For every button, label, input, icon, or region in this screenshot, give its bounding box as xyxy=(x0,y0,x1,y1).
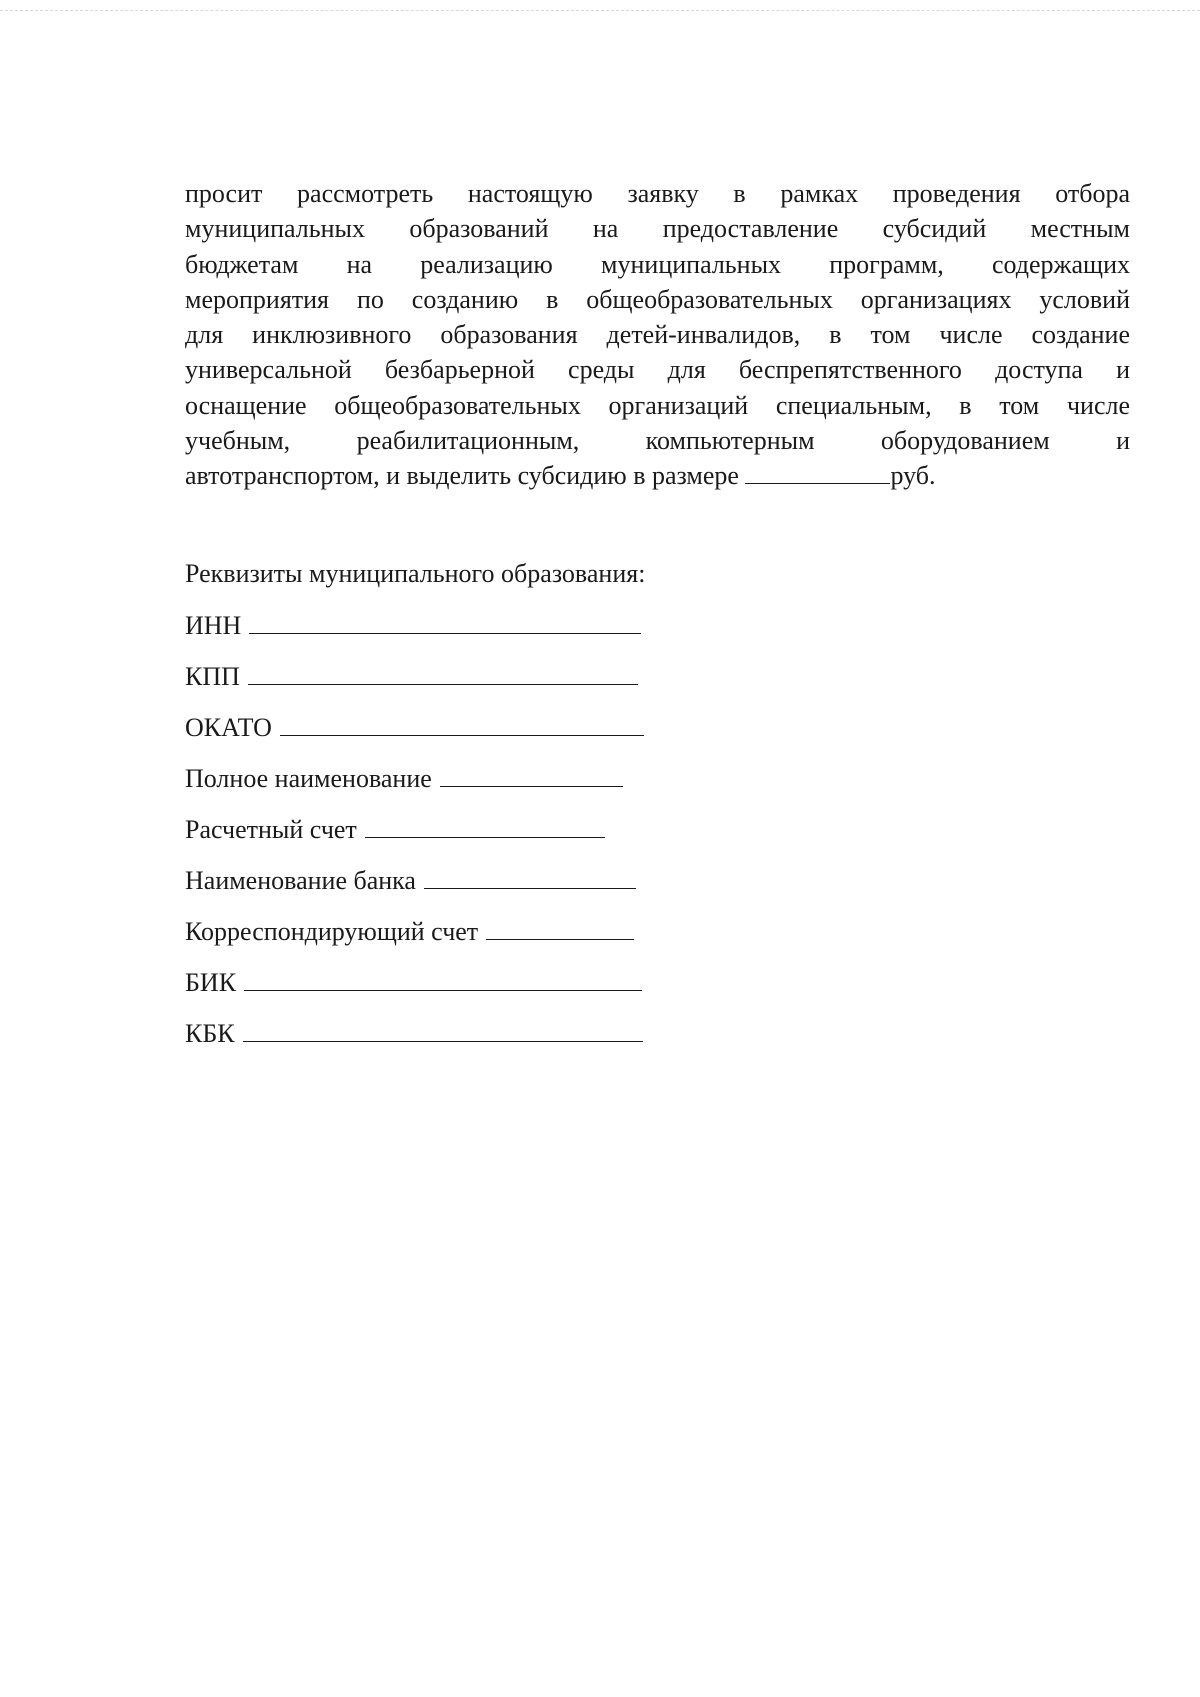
requisite-label: Корреспондирующий счет xyxy=(185,917,479,946)
requisite-kpp xyxy=(185,659,644,710)
document-body xyxy=(185,176,1130,1048)
currency-label: руб. xyxy=(890,461,936,491)
paragraph-line: для инклюзивного образования детей-инвалидов, в том числе создание xyxy=(185,320,1130,350)
requisite-label: Полное наименование xyxy=(185,764,432,793)
paragraph-line: учебным, реабилитационным, компьютерным оборудованием и xyxy=(185,426,1130,456)
requisite-settlement-account xyxy=(185,812,644,863)
requisite-label: ОКАТО xyxy=(185,713,272,742)
paragraph-line: универсальной безбарьерной среды для беспрепятственного доступа и xyxy=(185,355,1130,385)
okato-blank[interactable] xyxy=(280,711,644,736)
paragraph-line: бюджетам на реализацию муниципальных программ, содержащих xyxy=(185,249,1130,279)
settlement-account-blank[interactable] xyxy=(365,813,605,838)
requisite-kbk xyxy=(185,1016,644,1067)
kpp-blank[interactable] xyxy=(248,660,638,685)
requisite-okato xyxy=(185,710,644,761)
requisite-bik xyxy=(185,965,644,1016)
paragraph-line: муниципальных образований на предоставление субсидий местным xyxy=(185,214,1130,244)
full-name-blank[interactable] xyxy=(440,762,623,787)
paragraph-last-line xyxy=(185,458,1130,493)
paragraph-line: оснащение общеобразовательных организаций специальным, в том числе xyxy=(185,390,1130,420)
paragraph-line: просит рассмотреть настоящую заявку в рамках проведения отбора xyxy=(185,179,1130,208)
requisite-label: КБК xyxy=(185,1019,235,1048)
requisite-full-name xyxy=(185,761,644,812)
requisite-correspondent-account xyxy=(185,914,644,965)
application-paragraph xyxy=(185,176,1130,494)
bik-blank[interactable] xyxy=(244,966,642,991)
requisite-label: ИНН xyxy=(185,611,242,640)
requisites-title: Реквизиты муниципального образования: xyxy=(185,559,646,588)
subsidy-text: автотранспортом, и выделить субсидию в размере xyxy=(185,461,739,491)
correspondent-account-blank[interactable] xyxy=(486,915,634,940)
requisite-label: Расчетный счет xyxy=(185,815,357,844)
requisites-list xyxy=(185,608,644,1067)
subsidy-amount-blank[interactable] xyxy=(745,461,890,484)
requisite-bank-name xyxy=(185,863,644,914)
requisite-label: Наименование банка xyxy=(185,866,416,895)
inn-blank[interactable] xyxy=(249,609,641,634)
bank-name-blank[interactable] xyxy=(424,864,636,889)
requisite-label: КПП xyxy=(185,662,240,691)
requisite-label: БИК xyxy=(185,968,237,997)
kbk-blank[interactable] xyxy=(243,1017,643,1042)
page-top-edge xyxy=(0,10,1200,11)
paragraph-line: мероприятия по созданию в общеобразовательных организациях условий xyxy=(185,284,1130,314)
requisite-inn xyxy=(185,608,644,659)
